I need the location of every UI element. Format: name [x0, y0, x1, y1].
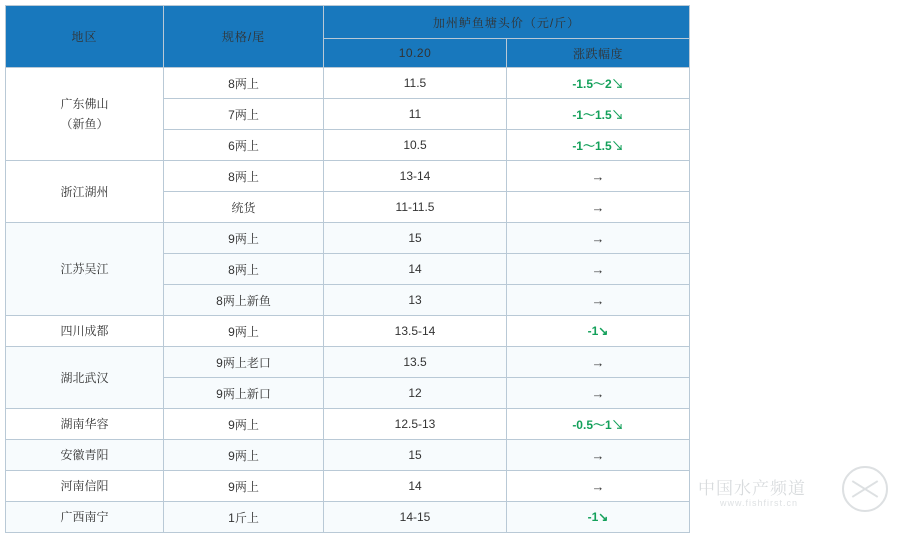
spec-cell: 9两上 [164, 440, 324, 471]
change-cell [507, 471, 690, 502]
region-name: 安徽青阳 [60, 448, 109, 462]
price-cell: 13.5 [324, 347, 507, 378]
region-name: 广西南宁 [60, 510, 109, 524]
table-row [6, 161, 690, 192]
price-cell: 11.5 [324, 68, 507, 99]
region-cell [6, 68, 164, 161]
price-cell: 15 [324, 223, 507, 254]
change-cell [507, 99, 690, 130]
change-cell [507, 316, 690, 347]
arrow-right-icon: → [591, 292, 605, 308]
arrow-down-icon: ↘ [598, 510, 609, 524]
region-note: （新鱼） [60, 117, 109, 131]
change-cell [507, 502, 690, 533]
change-value: -1.5～2 [572, 76, 612, 91]
watermark-url: www.fishfirst.cn [720, 498, 799, 508]
change-cell [507, 254, 690, 285]
region-name: 湖南华容 [60, 417, 109, 431]
arrow-down-icon: ↘ [611, 76, 624, 91]
region-cell [6, 347, 164, 409]
change-cell [507, 285, 690, 316]
table-row [6, 502, 690, 533]
arrow-right-icon: → [591, 354, 605, 370]
table-row [6, 471, 690, 502]
arrow-right-icon: → [591, 230, 605, 246]
spec-cell: 7两上 [164, 99, 324, 130]
change-cell [507, 223, 690, 254]
change-cell [507, 378, 690, 409]
column-header-region: 地区 [6, 6, 164, 68]
table-body [6, 68, 690, 533]
region-cell [6, 471, 164, 502]
arrow-right-icon: → [591, 261, 605, 277]
spec-cell: 9两上 [164, 316, 324, 347]
region-cell [6, 440, 164, 471]
spec-cell: 8两上 [164, 68, 324, 99]
column-header-spec: 规格/尾 [164, 6, 324, 68]
spec-cell: 9两上老口 [164, 347, 324, 378]
watermark [698, 464, 888, 516]
change-value: -1～1.5 [572, 107, 612, 122]
price-cell: 12 [324, 378, 507, 409]
arrow-right-icon: → [591, 199, 605, 215]
change-cell [507, 130, 690, 161]
arrow-down-icon: ↘ [611, 107, 624, 122]
price-cell: 13.5-14 [324, 316, 507, 347]
change-value: -1 [587, 510, 599, 524]
region-name: 广东佛山 [60, 97, 109, 111]
change-value: -0.5～1 [572, 417, 612, 432]
column-header-date: 10.20 [324, 39, 507, 68]
region-cell [6, 316, 164, 347]
table-row [6, 68, 690, 99]
arrow-down-icon: ↘ [611, 417, 624, 432]
table-row [6, 440, 690, 471]
change-cell [507, 440, 690, 471]
spec-cell: 统货 [164, 192, 324, 223]
change-value: -1 [587, 324, 599, 338]
spec-cell: 1斤上 [164, 502, 324, 533]
change-cell [507, 192, 690, 223]
column-header-change: 涨跌幅度 [507, 39, 690, 68]
price-cell: 14 [324, 254, 507, 285]
spec-cell: 6两上 [164, 130, 324, 161]
region-name: 四川成都 [60, 324, 109, 338]
column-header-price-group: 加州鲈鱼塘头价（元/斤） [324, 6, 690, 39]
change-cell [507, 68, 690, 99]
price-cell: 14 [324, 471, 507, 502]
price-cell: 11 [324, 99, 507, 130]
change-cell [507, 409, 690, 440]
spec-cell: 9两上 [164, 471, 324, 502]
table-row [6, 347, 690, 378]
arrow-down-icon: ↘ [611, 138, 624, 153]
arrow-right-icon: → [591, 478, 605, 494]
spec-cell: 9两上 [164, 409, 324, 440]
table-row [6, 316, 690, 347]
change-value: -1～1.5 [572, 138, 612, 153]
price-table [5, 5, 690, 533]
price-cell: 13 [324, 285, 507, 316]
spec-cell: 8两上 [164, 254, 324, 285]
region-name: 河南信阳 [60, 479, 109, 493]
price-cell: 14-15 [324, 502, 507, 533]
table-row [6, 223, 690, 254]
price-cell: 10.5 [324, 130, 507, 161]
table-row [6, 409, 690, 440]
watermark-logo-icon [842, 466, 888, 512]
price-cell: 11-11.5 [324, 192, 507, 223]
price-cell: 13-14 [324, 161, 507, 192]
arrow-right-icon: → [591, 168, 605, 184]
change-cell [507, 161, 690, 192]
region-cell [6, 409, 164, 440]
arrow-right-icon: → [591, 385, 605, 401]
table-header [6, 6, 690, 68]
price-table-container [5, 5, 689, 533]
arrow-right-icon: → [591, 447, 605, 463]
region-cell [6, 161, 164, 223]
change-cell [507, 347, 690, 378]
region-cell [6, 223, 164, 316]
price-cell: 12.5-13 [324, 409, 507, 440]
watermark-text: 中国水产频道 [698, 479, 806, 498]
region-name: 浙江湖州 [60, 184, 109, 199]
spec-cell: 8两上新鱼 [164, 285, 324, 316]
arrow-down-icon: ↘ [598, 324, 609, 338]
price-cell: 15 [324, 440, 507, 471]
spec-cell: 8两上 [164, 161, 324, 192]
spec-cell: 9两上 [164, 223, 324, 254]
region-cell [6, 502, 164, 533]
region-name: 湖北武汉 [60, 370, 109, 385]
spec-cell: 9两上新口 [164, 378, 324, 409]
region-name: 江苏吴江 [60, 262, 109, 276]
